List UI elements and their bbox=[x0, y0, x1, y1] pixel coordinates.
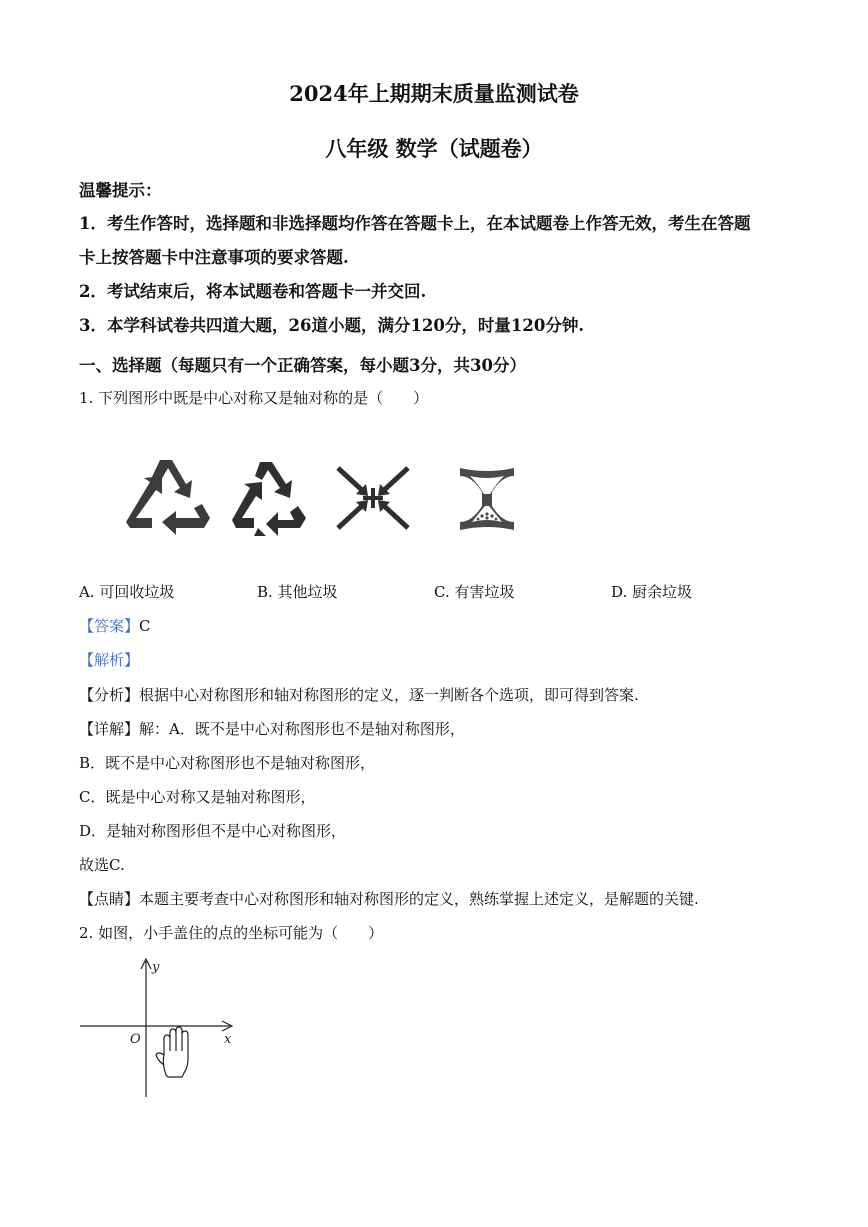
q1-line-b: B．既不是中心对称图形也不是轴对称图形， bbox=[79, 754, 376, 772]
origin-label: O bbox=[130, 1032, 141, 1047]
q1-fenxi bbox=[79, 684, 639, 705]
fenxi-label: 【分析】 bbox=[79, 686, 140, 704]
tips-heading: 温馨提示： bbox=[79, 181, 162, 200]
axis-y-label: y bbox=[152, 960, 160, 975]
recycle-icon bbox=[122, 456, 214, 534]
q1-option-a: A. 可回收垃圾 bbox=[79, 583, 175, 601]
recycle-broken-icon bbox=[228, 460, 308, 536]
q1-line-c: C．既是中心对称又是轴对称图形， bbox=[79, 788, 316, 806]
hand-icon bbox=[156, 1027, 188, 1077]
tip-line-3: 3．本学科试卷共四道大题，26道小题，满分120分，时量120分钟. bbox=[79, 316, 585, 335]
exam-subtitle: 八年级 数学（试题卷） bbox=[325, 136, 543, 161]
q1-answer bbox=[79, 615, 151, 636]
dianjing-label: 【点睛】 bbox=[79, 890, 140, 908]
q1-stem: 1. 下列图形中既是中心对称又是轴对称的是（ ） bbox=[79, 389, 429, 407]
q1-line-d: D．是轴对称图形但不是中心对称图形， bbox=[79, 822, 347, 840]
q2-stem: 2. 如图，小手盖住的点的坐标可能为（ ） bbox=[79, 924, 384, 942]
xiangjie-label: 【详解】 bbox=[79, 720, 140, 738]
answer-value: C bbox=[139, 617, 151, 635]
xiangjie-text: 解：A．既不是中心对称图形也不是轴对称图形， bbox=[139, 720, 465, 738]
q1-conclusion: 故选C. bbox=[79, 856, 125, 874]
q1-option-d: D. 厨余垃圾 bbox=[611, 583, 693, 601]
arrows-inward-icon bbox=[334, 464, 412, 532]
q1-xiangjie bbox=[79, 718, 465, 739]
coordinate-axes bbox=[78, 955, 248, 1105]
q1-option-b: B. 其他垃圾 bbox=[257, 583, 338, 601]
hourglass-icon bbox=[456, 466, 518, 532]
section-heading: 一、选择题（每题只有一个正确答案，每小题3分，共30分） bbox=[79, 356, 526, 375]
axis-x-label: x bbox=[224, 1032, 232, 1047]
tip-line-2: 2．考试结束后，将本试题卷和答题卡一并交回. bbox=[79, 282, 427, 301]
q1-dianjing bbox=[79, 888, 699, 909]
answer-label: 【答案】 bbox=[79, 617, 140, 635]
tip-line-1b: 卡上按答题卡中注意事项的要求答题. bbox=[79, 248, 349, 267]
analysis-label: 【解析】 bbox=[79, 651, 140, 669]
fenxi-text: 根据中心对称图形和轴对称图形的定义，逐一判断各个选项，即可得到答案. bbox=[139, 686, 639, 704]
q1-option-c: C. 有害垃圾 bbox=[434, 583, 515, 601]
dianjing-text: 本题主要考查中心对称图形和轴对称图形的定义，熟练掌握上述定义，是解题的关键. bbox=[139, 890, 699, 908]
tip-line-1a: 1．考生作答时，选择题和非选择题均作答在答题卡上，在本试题卷上作答无效，考生在答题 bbox=[79, 214, 751, 233]
exam-title: 2024年上期期末质量监测试卷 bbox=[289, 81, 579, 106]
